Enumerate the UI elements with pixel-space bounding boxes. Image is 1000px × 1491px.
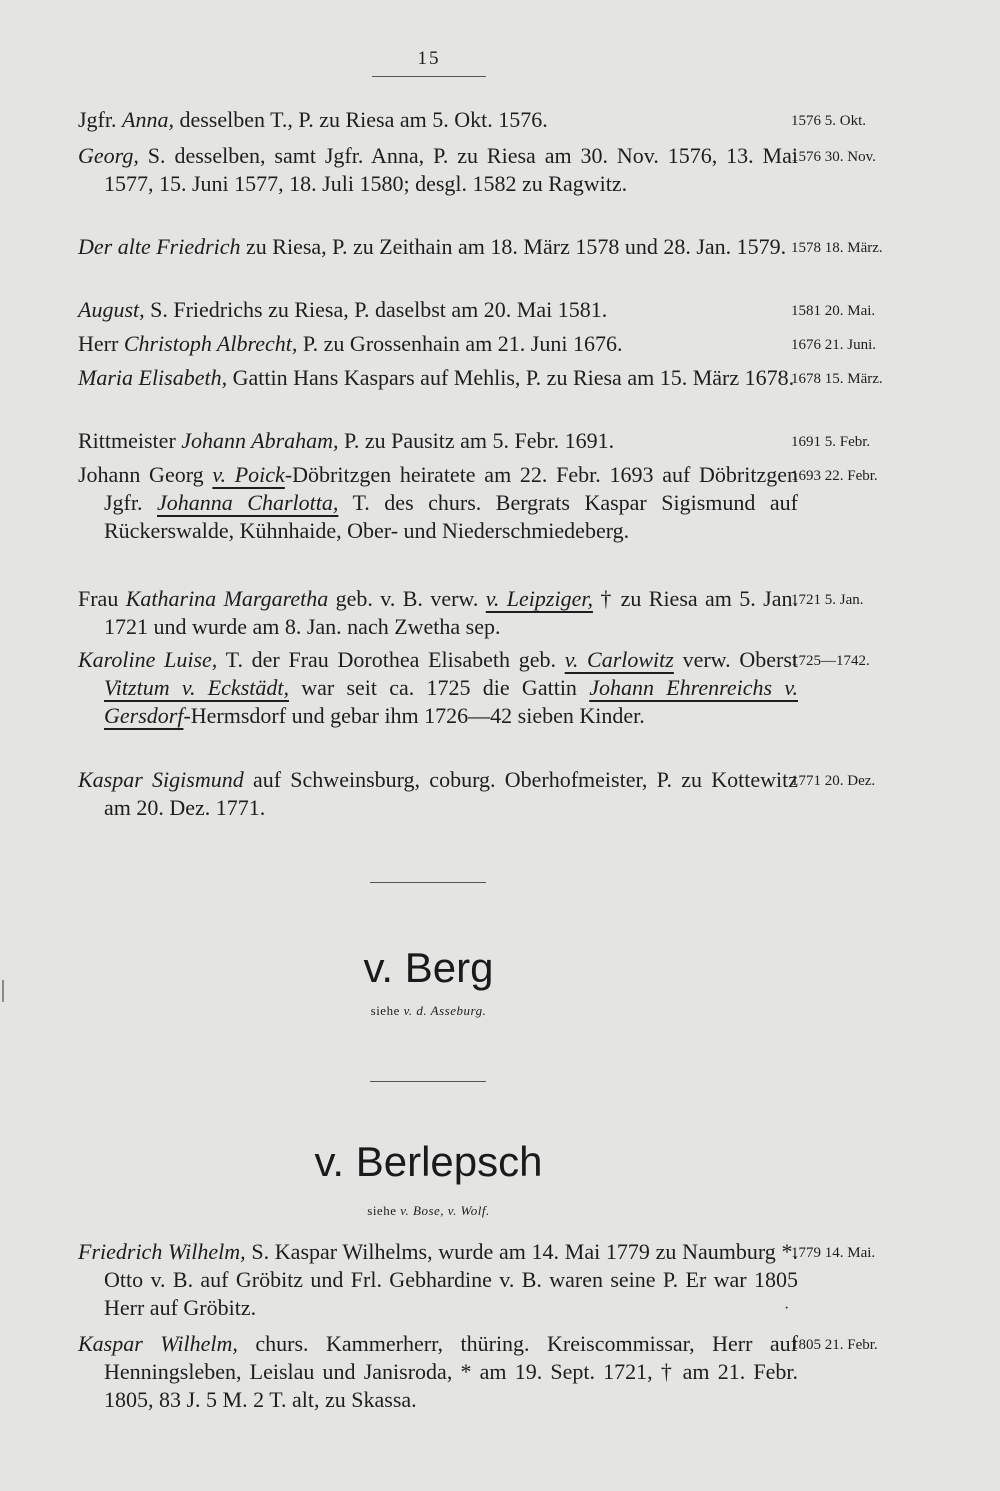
entry-date: 1578 18. März. bbox=[791, 240, 883, 256]
entry-date: 1771 20. Dez. bbox=[791, 773, 876, 789]
entry-text: Jgfr. Anna, desselben T., P. zu Riesa am 5. Okt. 1576. bbox=[78, 107, 548, 132]
entry-anna bbox=[78, 106, 974, 134]
entry-text: Rittmeister Johann Abraham, P. zu Pausitz am 5. Febr. 1691. bbox=[78, 428, 615, 453]
entry-johann-abraham bbox=[78, 427, 974, 455]
entry-der-alte-friedrich bbox=[78, 233, 974, 261]
section-divider bbox=[370, 882, 486, 883]
entry-date: 1779 14. Mai. bbox=[791, 1245, 876, 1261]
entry-date: 1691 5. Febr. bbox=[791, 434, 871, 450]
stray-mark: · bbox=[784, 1300, 790, 1317]
entry-date: 1678 15. März. bbox=[791, 371, 883, 387]
entry-text: August, S. Friedrichs zu Riesa, P. daselbst am 20. Mai 1581. bbox=[78, 297, 608, 322]
entry-christoph-albrecht bbox=[78, 330, 974, 358]
entry-text: Frau Katharina Margaretha geb. v. B. verw. v. Leipziger, † zu Riesa am 5. Jan. 1721 und wurde am 8. Jan. nach Zwetha sep. bbox=[78, 586, 799, 639]
entry-katharina-margaretha bbox=[78, 585, 974, 641]
entry-date: 1581 20. Mai. bbox=[791, 303, 876, 319]
see-also-berg: siehe v. d. Asseburg. bbox=[370, 1003, 487, 1018]
entry-date: 1693 22. Febr. bbox=[791, 468, 878, 484]
entry-johann-georg bbox=[78, 461, 974, 545]
see-also-berlepsch: siehe v. Bose, v. Wolf. bbox=[367, 1203, 490, 1218]
entry-text: Der alte Friedrich zu Riesa, P. zu Zeithain am 18. März 1578 und 28. Jan. 1579. bbox=[78, 234, 787, 259]
entry-date: 1576 30. Nov. bbox=[791, 149, 876, 165]
page-number: 15 bbox=[417, 48, 441, 69]
entry-karoline-luise bbox=[78, 646, 974, 730]
entry-kaspar-sigismund bbox=[78, 766, 974, 822]
entry-august bbox=[78, 296, 974, 324]
entry-date: 1725—1742. bbox=[791, 653, 870, 669]
entry-date: 1576 5. Okt. bbox=[791, 113, 866, 129]
entry-georg bbox=[78, 142, 974, 198]
entry-text: Johann Georg v. Poick-Döbritzgen heiratete am 22. Febr. 1693 auf Döbritzgen Jgfr. Johanna Charlotta, T. des churs. Bergrats Kaspar Sigismund auf Rückerswalde, Kühnhaide, Ober- und Niederschmiedeberg. bbox=[78, 462, 798, 543]
section-title-berg: v. Berg bbox=[363, 944, 494, 991]
section-title-berlepsch: v. Berlepsch bbox=[314, 1138, 543, 1185]
entry-friedrich-wilhelm bbox=[78, 1238, 974, 1322]
entry-maria-elisabeth bbox=[78, 364, 974, 392]
entry-text: Herr Christoph Albrecht, P. zu Grossenhain am 21. Juni 1676. bbox=[78, 331, 623, 356]
entry-text: Karoline Luise, T. der Frau Dorothea Elisabeth geb. v. Carlowitz verw. Oberst Vitztum v. Eckstädt, war seit ca. 1725 die Gattin Johann Ehrenreichs v. Gersdorf-Hermsdorf und gebar ihm 1726—42 sieben Kinder. bbox=[78, 647, 799, 728]
entry-text: Maria Elisabeth, Gattin Hans Kaspars auf Mehlis, P. zu Riesa am 15. März 1678. bbox=[78, 365, 795, 390]
entry-text: Kaspar Wilhelm, churs. Kammerherr, thüring. Kreiscommissar, Herr auf Henningsleben, Leislau und Janisroda, * am 19. Sept. 1721, † am 21. Febr. 1805, 83 J. 5 M. 2 T. alt, zu Skassa. bbox=[78, 1331, 798, 1412]
entry-kaspar-wilhelm bbox=[78, 1330, 974, 1414]
entry-date: 1805 21. Febr. bbox=[791, 1337, 878, 1353]
entry-text: Georg, S. desselben, samt Jgfr. Anna, P. zu Riesa am 30. Nov. 1576, 13. Mai 1577, 15. Juni 1577, 18. Juli 1580; desgl. 1582 zu Ragwitz. bbox=[78, 143, 798, 196]
page-number-rule bbox=[372, 76, 486, 77]
entry-text: Friedrich Wilhelm, S. Kaspar Wilhelms, wurde am 14. Mai 1779 zu Naumburg *. Otto v. B. auf Gröbitz und Frl. Gebhardine v. B. waren seine P. Er war 1805 Herr auf Gröbitz. bbox=[78, 1239, 799, 1320]
margin-mark bbox=[2, 980, 4, 1002]
entry-text: Kaspar Sigismund auf Schweinsburg, coburg. Oberhofmeister, P. zu Kottewitz am 20. Dez. 1771. bbox=[78, 767, 798, 820]
section-divider bbox=[370, 1081, 486, 1082]
entry-date: 1721 5. Jan. bbox=[791, 592, 864, 608]
entry-date: 1676 21. Juni. bbox=[791, 337, 877, 353]
